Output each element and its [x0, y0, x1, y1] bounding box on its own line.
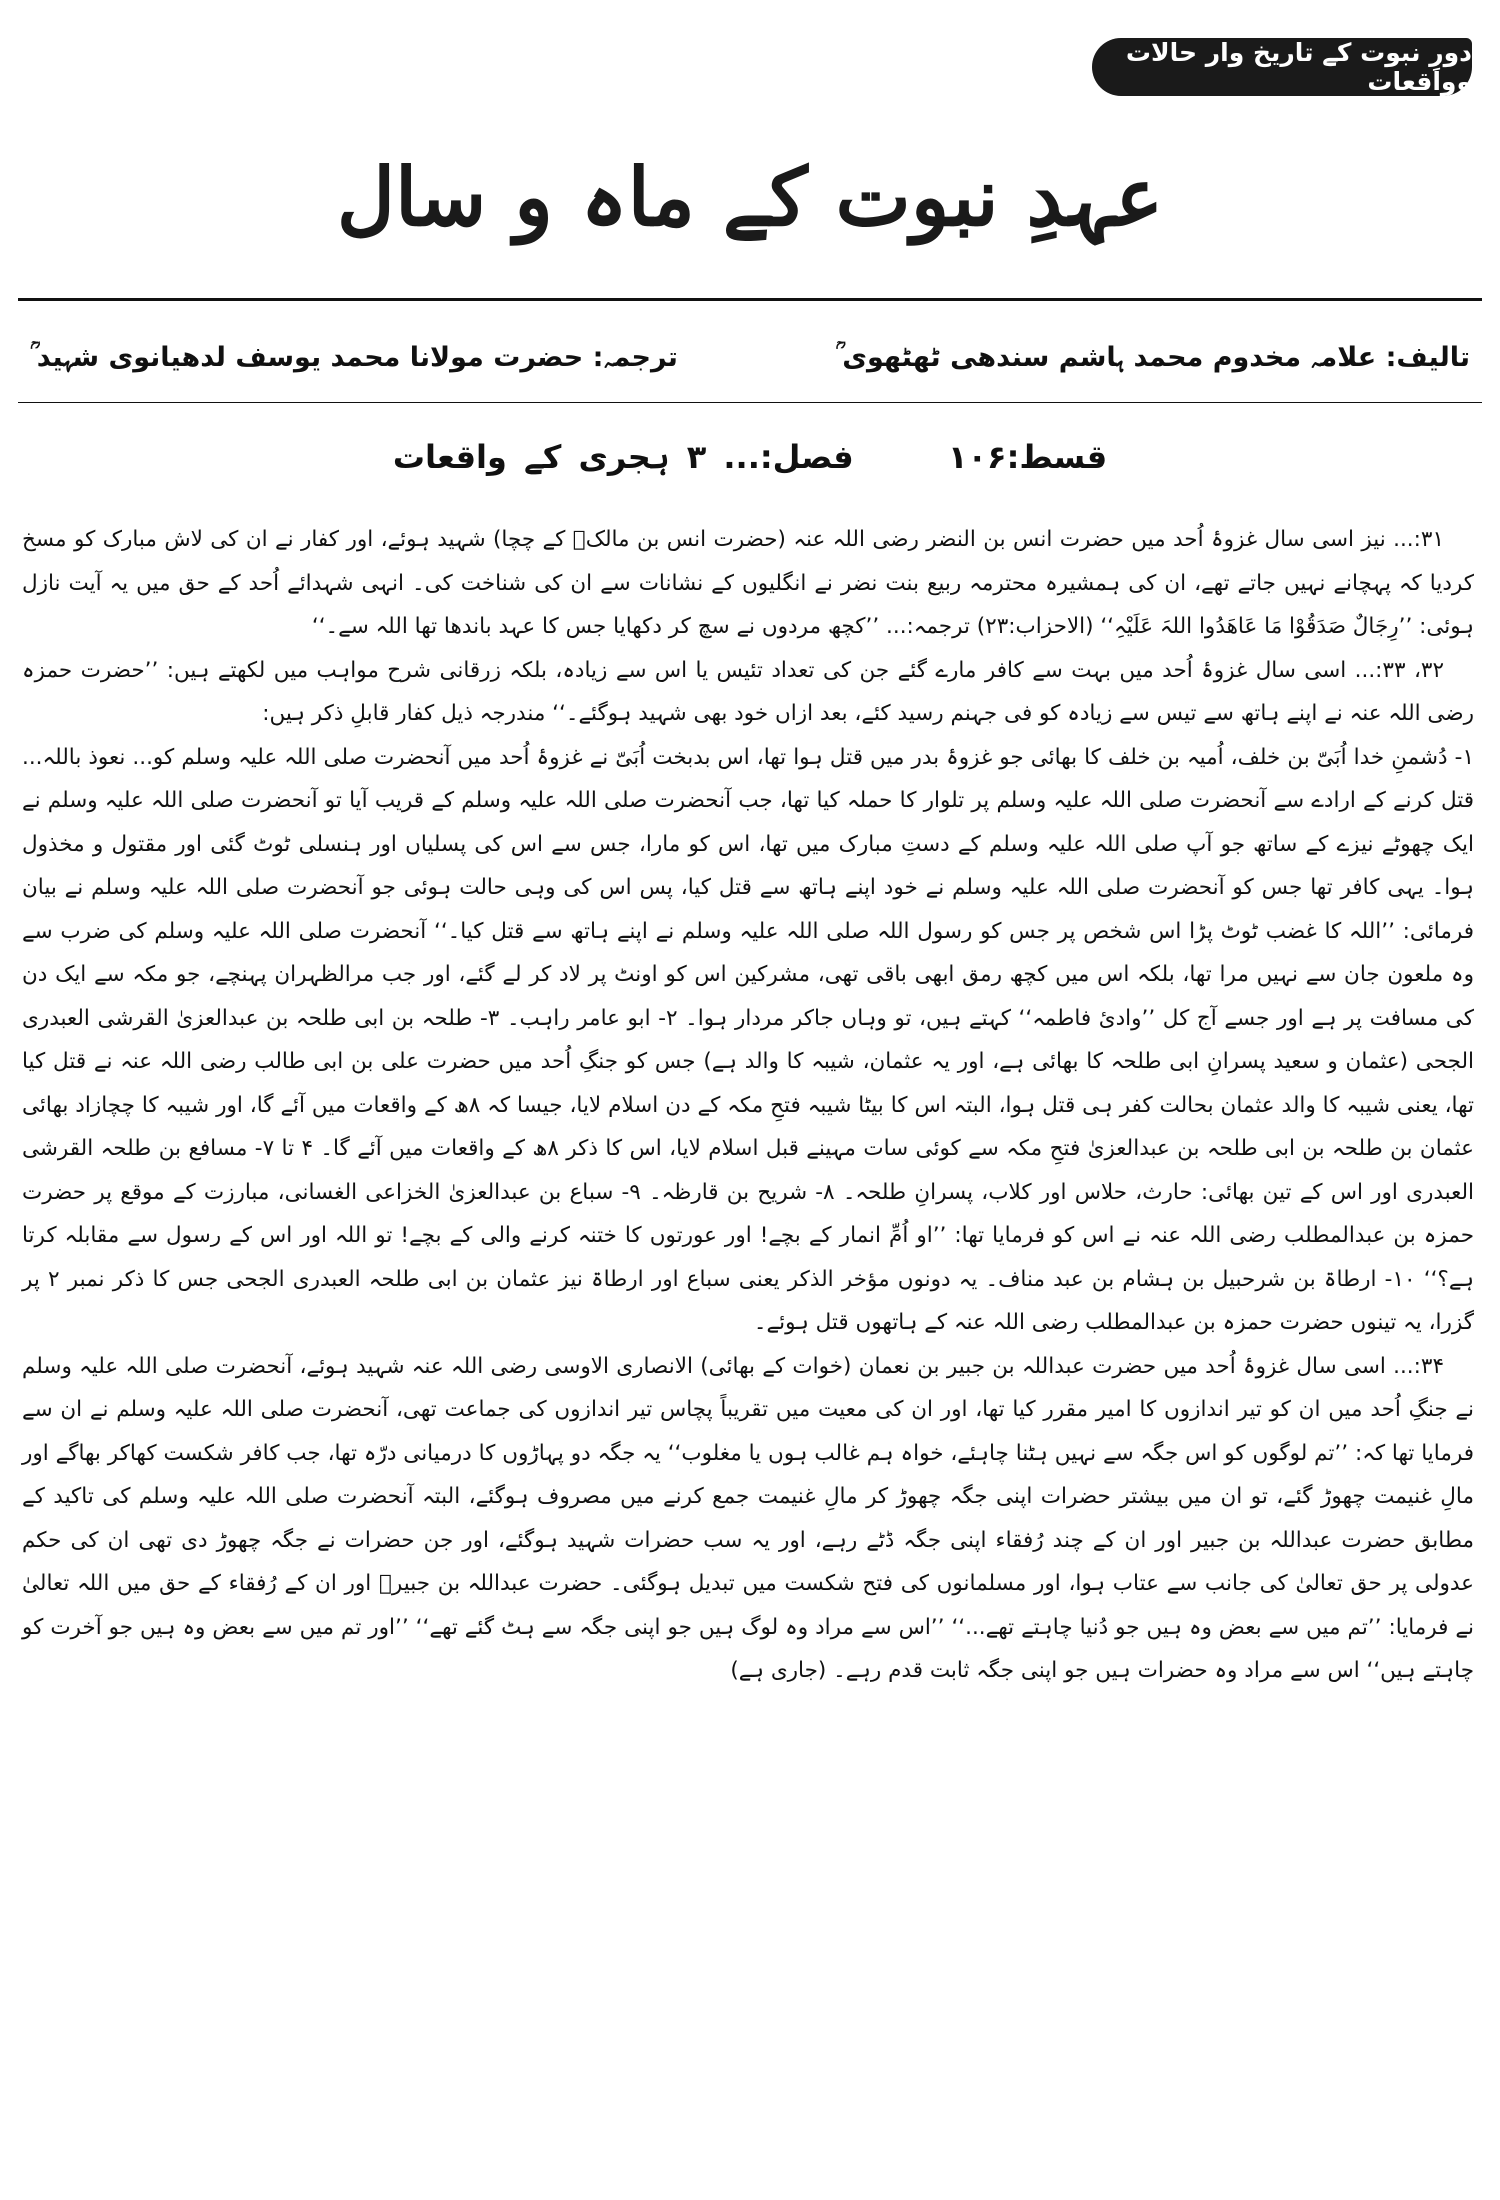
- paragraph: ۱- دُشمنِ خدا اُبَیّ بن خلف، اُمیہ بن خلف کا بھائی جو غزوۂ بدر میں قتل ہوا تھا، اس بدبخت اُبَیّ نے غزوۂ اُحد میں آنحضرت صلی اللہ علیہ وسلم کو... نعوذ باللہ... قتل کرنے کے ارادے سے آنحضرت صلی اللہ علیہ وسلم پر تلوار کا حملہ کیا تھا، جب آنحضرت صلی اللہ علیہ وسلم کے قریب آیا تو آنحضرت صلی اللہ علیہ وسلم نے ایک چھوٹے نیزے کے ساتھ جو آپ صلی اللہ علیہ وسلم کے دستِ مبارک میں تھا، اس کو مارا، جس سے اس کی پسلیاں اور ہنسلی ٹوٹ گئی اور مقتول و مخذول ہوا۔ یہی کافر تھا جس کو آنحضرت صلی اللہ علیہ وسلم نے خود اپنے ہاتھ سے قتل کیا، پس اس کی وہی حالت ہوئی جو آنحضرت صلی اللہ علیہ وسلم نے بیان فرمائی: ’’اللہ کا غضب ٹوٹ پڑا اس شخص پر جس کو رسول اللہ صلی اللہ علیہ وسلم نے اپنے ہاتھ سے قتل کیا۔‘‘ آنحضرت صلی اللہ علیہ وسلم کی ضرب سے وہ ملعون جان سے نہیں مرا تھا، بلکہ اس میں کچھ رمق ابھی باقی تھی، مشرکین اس کو اونٹ پر لاد کر لے گئے، اور جب مرالظہران پہنچے، جو مکہ سے ایک دن کی مسافت پر ہے اور جسے آج کل ’’وادیٔ فاطمہ‘‘ کہتے ہیں، تو وہاں جاکر مردار ہوا۔ ۲- ابو عامر راہب۔ ۳- طلحہ بن ابی طلحہ بن عبدالعزیٰ القرشی العبدری الجحی (عثمان و سعید پسرانِ ابی طلحہ کا بھائی ہے، اور یہ عثمان، شیبہ کا والد ہے) جس کو جنگِ اُحد میں حضرت علی بن ابی طالب رضی اللہ عنہ نے قتل کیا تھا، یعنی شیبہ کا والد عثمان بحالت کفر ہی قتل ہوا، البتہ اس کا بیٹا شیبہ فتحِ مکہ کے دن اسلام لایا، جیسا کہ ۸ھ کے واقعات میں آئے گا، اور شیبہ کا چچازاد بھائی عثمان بن طلحہ بن ابی طلحہ بن عبدالعزیٰ فتحِ مکہ سے کوئی سات مہینے قبل اسلام لایا، اس کا ذکر ۸ھ کے واقعات میں آئے گا۔ ۴ تا ۷- مسافع بن طلحہ القرشی العبدری اور اس کے تین بھائی: حارث، حلاس اور کلاب، پسرانِ طلحہ۔ ۸- شریح بن قارظہ۔ ۹- سباع بن عبدالعزیٰ الخزاعی الغسانی، مبارزت کے موقع پر حضرت حمزہ بن عبدالمطلب رضی اللہ عنہ نے اس کو فرمایا تھا: ’’او اُمِّ انمار کے بچے! اور عورتوں کا ختنہ کرنے والی کے بچے! تو اللہ اور اس کے رسول سے مقابلہ کرتا ہے؟‘‘ ۱۰- ارطاۃ بن شرحبیل بن ہشام بن عبد مناف۔ یہ دونوں مؤخر الذکر یعنی سباع اور ارطاۃ نیز عثمان بن ابی طلحہ العبدری الجحی جس کا ذکر نمبر ۲ پر گزرا، یہ تینوں حضرت حمزہ بن عبدالمطلب رضی اللہ عنہ کے ہاتھوں قتل ہوئے۔: [22, 744, 1475, 1335]
- translator-credit: ترجمہ: حضرت مولانا محمد یوسف لدھیانوی شہید ؒ: [30, 342, 678, 373]
- credits-row: [30, 328, 1470, 388]
- section-title: فصل:... ۳ ہجری کے واقعات: [392, 438, 854, 476]
- credits-divider: [18, 402, 1482, 403]
- paragraph: ۳۴:... اسی سال غزوۂ اُحد میں حضرت عبداللہ بن جبیر بن نعمان (خوات کے بھائی) الانصاری الاوسی رضی اللہ عنہ شہید ہوئے، آنحضرت صلی اللہ علیہ وسلم نے جنگِ اُحد میں ان کو تیر اندازوں کا امیر مقرر کیا تھا، اور ان کی معیت میں تقریباً پچاس تیر اندازوں کی جماعت تھی، آنحضرت صلی اللہ علیہ وسلم نے ان سے فرمایا تھا کہ: ’’تم لوگوں کو اس جگہ سے نہیں ہٹنا چاہئے، خواہ ہم غالب ہوں یا مغلوب‘‘ یہ جگہ دو پہاڑوں کا درمیانی درّہ تھا، جب کافر شکست کھاکر بھاگے اور مالِ غنیمت چھوڑ گئے، تو ان میں بیشتر حضرات اپنی جگہ چھوڑ کر مالِ غنیمت جمع کرنے میں مصروف ہوگئے، البتہ آنحضرت صلی اللہ علیہ وسلم کی تاکید کے مطابق حضرت عبداللہ بن جبیر اور ان کے چند رُفقاء اپنی جگہ ڈٹے رہے، اور یہ سب حضرات شہید ہوگئے، اور جن حضرات نے جگہ چھوڑ دی تھی ان کی حکم عدولی پر حق تعالیٰ کی جانب سے عتاب ہوا، اور مسلمانوں کی فتح شکست میں تبدیل ہوگئی۔ حضرت عبداللہ بن جبیرؓ اور ان کے رُفقاء کے حق میں اللہ تعالیٰ نے فرمایا: ’’تم میں سے بعض وہ ہیں جو دُنیا چاہتے تھے...‘‘ ’’اس سے مراد وہ لوگ ہیں جو اپنی جگہ سے ہٹ گئے تھے‘‘ ’’اور تم میں سے بعض وہ ہیں جو آخرت کو چاہتے ہیں‘‘ اس سے مراد وہ حضرات ہیں جو اپنی جگہ ثابت قدم رہے۔ (جاری ہے): [22, 1353, 1474, 1683]
- series-tab-label: دورِ نبوت کے تاریخ وار حالات وواقعات: [1125, 38, 1472, 96]
- article-body: [22, 518, 1474, 1693]
- page-title: عہدِ نبوت کے ماہ و سال: [336, 150, 1164, 244]
- section-heading: [0, 438, 1500, 476]
- installment-label: قسط:۱۰۶: [947, 438, 1108, 476]
- title-divider: [18, 298, 1482, 301]
- paragraph: ۳۲، ۳۳:... اسی سال غزوۂ اُحد میں بہت سے کافر مارے گئے جن کی تعداد تئیس یا اس سے زیادہ، بلکہ زرقانی شرح مواہب میں لکھتے ہیں: ’’حضرت حمزہ رضی اللہ عنہ نے اپنے ہاتھ سے تیس سے زیادہ کو فی جہنم رسید کئے، بعد ازاں خود بھی شہید ہوگئے۔‘‘ مندرجہ ذیل کفار قابلِ ذکر ہیں:: [22, 657, 1474, 726]
- author-credit: تالیف: علامہ مخدوم محمد ہاشم سندھی ٹھٹھوی ؒ: [835, 342, 1470, 373]
- series-tab: [1092, 38, 1472, 96]
- paragraph: ۳۱:... نیز اسی سال غزوۂ اُحد میں حضرت انس بن النضر رضی اللہ عنہ (حضرت انس بن مالکؓ کے چچا) شہید ہوئے، اور کفار نے ان کی لاش مبارک کو مسخ کردیا کہ پہچانے نہیں جاتے تھے، ان کی ہمشیرہ محترمہ ربیع بنت نضر نے انگلیوں کے نشانات سے ان کی شناخت کی۔ انہی شہدائے اُحد کے حق میں یہ آیت نازل ہوئی: ’’رِجَالٌ صَدَقُوْا مَا عَاھَدُوا اللہَ عَلَیْہِ‘‘ (الاحزاب:۲۳) ترجمہ:... ’’کچھ مردوں نے سچ کر دکھایا جس کا عہد باندھا تھا اللہ سے۔‘‘: [22, 527, 1474, 639]
